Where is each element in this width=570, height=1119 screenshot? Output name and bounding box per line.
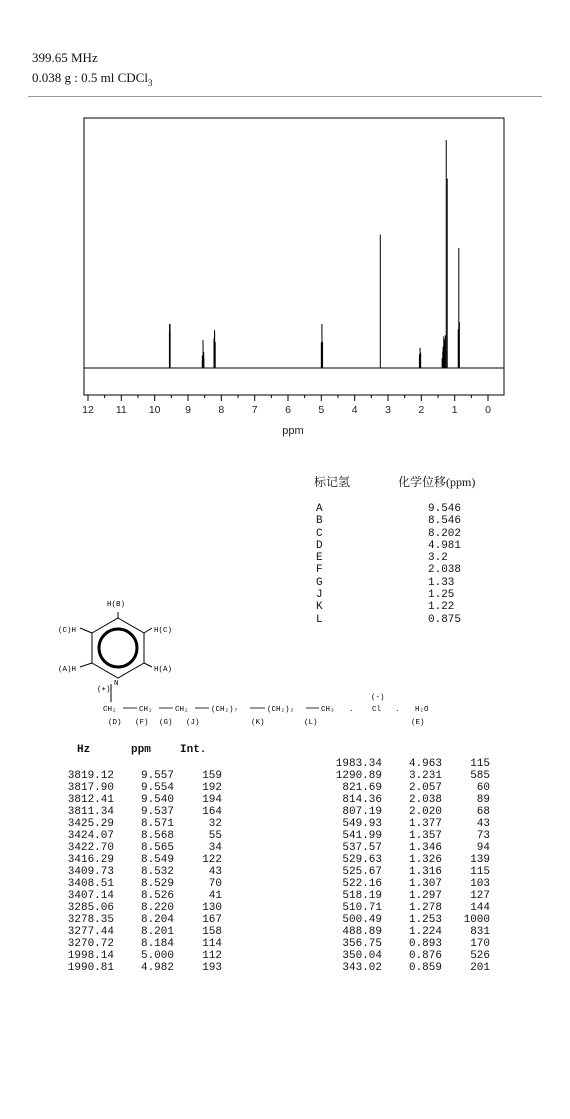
peak-hz: 3817.90 (67, 782, 114, 794)
peak-hz: 3422.70 (67, 842, 114, 854)
peak-row (58, 866, 222, 878)
peak-int: 68 (476, 806, 490, 818)
peak-hz: 3811.34 (67, 806, 114, 818)
peak-ppm: 8.204 (140, 914, 174, 926)
peak-hz: 510.71 (342, 902, 382, 914)
peak-hz: 343.02 (342, 962, 382, 974)
peak-int: 41 (208, 890, 222, 902)
peak-row (58, 794, 222, 806)
peak-int: 73 (476, 830, 490, 842)
chain-label-j: (J) (186, 719, 200, 727)
assignment-shift: 2.038 (428, 564, 462, 577)
peak-row (326, 758, 490, 770)
peak-row (326, 962, 490, 974)
peak-ppm: 8.571 (140, 818, 174, 830)
assignment-header-label: 标记氢 (314, 475, 351, 489)
peak-hz: 1983.34 (335, 758, 382, 770)
assignment-shift: 9.546 (428, 503, 462, 515)
peak-hz: 518.19 (342, 890, 382, 902)
peak-ppm: 1.326 (408, 854, 442, 866)
peak-ppm: 8.529 (140, 878, 174, 890)
peak-row (58, 830, 222, 842)
x-tick-label: 11 (115, 404, 127, 416)
peak-hz: 522.16 (342, 878, 382, 890)
peak-int: 192 (202, 782, 222, 794)
h-b-label: H(B) (107, 601, 126, 609)
assignment-label: K (316, 601, 323, 614)
peak-hz: 529.63 (342, 854, 382, 866)
x-tick-label: 3 (385, 404, 391, 416)
peak-ppm: 8.565 (140, 842, 174, 854)
plot-frame (84, 118, 504, 395)
chain-ch2-f: CH₂ (139, 706, 153, 714)
peak-row (58, 926, 222, 938)
chain-label-e: (E) (411, 719, 425, 727)
peak-row (58, 902, 222, 914)
peak-row (58, 818, 222, 830)
peak-row (326, 794, 490, 806)
chain-dot-1: . (349, 706, 354, 714)
peak-row (326, 950, 490, 962)
peak-ppm: 4.982 (140, 962, 174, 974)
peak-row (326, 854, 490, 866)
peak-ppm: 2.057 (408, 782, 442, 794)
peak-hz: 525.67 (342, 866, 382, 878)
peak-int: 43 (208, 866, 222, 878)
peak-ppm: 1.307 (408, 878, 442, 890)
chain-label-l: (L) (304, 719, 318, 727)
peak-int: 159 (202, 770, 222, 782)
peak-ppm: 1.297 (408, 890, 442, 902)
peak-hz: 1998.14 (67, 950, 114, 962)
chain-label-k: (K) (251, 719, 265, 727)
peak-int: 193 (202, 962, 222, 974)
peak-int: 115 (470, 866, 490, 878)
peak-hz: 807.19 (342, 806, 382, 818)
chain-chloride: Cl (372, 706, 382, 714)
x-axis-ticks (82, 395, 491, 416)
peak-row (58, 770, 222, 782)
assignment-shift: 3.2 (428, 552, 448, 565)
chain-water: H₂O (415, 706, 429, 714)
charge-minus-label: (-) (371, 694, 385, 702)
x-tick-label: 9 (185, 404, 191, 416)
peak-ppm: 2.020 (408, 806, 442, 818)
peak-row (58, 914, 222, 926)
frequency-label: 399.65 MHz (32, 50, 98, 65)
peak-int: 122 (202, 854, 222, 866)
peak-ppm: 0.876 (408, 950, 442, 962)
peak-int: 130 (202, 902, 222, 914)
assignment-labels (316, 503, 323, 626)
assignment-label: J (316, 589, 323, 602)
x-tick-label: 6 (285, 404, 291, 416)
peak-int: 89 (476, 794, 490, 806)
h-a-right-label: H(A) (154, 666, 173, 674)
assignment-shift: 1.22 (428, 601, 455, 614)
peak-hz: 1290.89 (335, 770, 382, 782)
peak-int: 158 (202, 926, 222, 938)
h-c-left-label: (C)H (58, 627, 77, 635)
assignment-label: C (316, 527, 323, 540)
assignment-label: B (316, 515, 323, 528)
chain-label-f: (F) (135, 719, 149, 727)
chain-ch2-d: CH₂ (103, 706, 117, 714)
peak-hz: 3277.44 (67, 926, 114, 938)
peak-hz: 3416.29 (67, 854, 114, 866)
assignment-shifts (428, 503, 461, 626)
peak-hz: 356.75 (342, 938, 382, 950)
peak-ppm: 8.568 (140, 830, 174, 842)
peak-row (58, 962, 222, 974)
peak-row (58, 806, 222, 818)
charge-plus-label: (+) (97, 686, 111, 694)
assignment-shift: 1.25 (428, 589, 455, 602)
x-axis-label: ppm (282, 425, 304, 437)
peak-row (326, 926, 490, 938)
nitrogen-label: N (114, 680, 119, 688)
assignment-label: G (316, 576, 323, 589)
peak-table-right (326, 758, 490, 974)
assignment-shift: 4.981 (428, 539, 462, 552)
peak-row (326, 890, 490, 902)
peak-ppm: 8.184 (140, 938, 174, 950)
peak-hz: 3278.35 (67, 914, 114, 926)
peak-hz: 3285.06 (67, 902, 114, 914)
peak-hz: 541.99 (342, 830, 382, 842)
peak-row (326, 830, 490, 842)
peak-int: 139 (470, 854, 490, 866)
sample-subscript: 3 (147, 78, 153, 88)
peak-ppm: 1.346 (408, 842, 442, 854)
assignment-label: D (316, 539, 323, 552)
peak-hz: 3407.14 (67, 890, 114, 902)
peak-ppm: 5.000 (140, 950, 174, 962)
peak-row (326, 818, 490, 830)
h-c-right-label: H(C) (154, 627, 173, 635)
peak-header-ppm: ppm (131, 744, 151, 756)
peak-ppm: 1.357 (408, 830, 442, 842)
peak-row (58, 854, 222, 866)
assignment-label: E (316, 552, 323, 565)
assignment-shift: 8.546 (428, 515, 462, 528)
peak-int: 526 (470, 950, 490, 962)
peak-int: 43 (476, 818, 490, 830)
assignment-header-shift: 化学位移(ppm) (398, 475, 476, 489)
peak-row (326, 878, 490, 890)
peak-hz: 821.69 (342, 782, 382, 794)
peak-int: 94 (476, 842, 490, 854)
peak-row (326, 806, 490, 818)
peak-hz: 3409.73 (67, 866, 114, 878)
peak-int: 60 (476, 782, 490, 794)
peak-ppm: 9.554 (140, 782, 174, 794)
assignment-shift: 1.33 (428, 576, 455, 589)
assignment-shift: 8.202 (428, 527, 462, 540)
chain-ch3-l: CH₃ (321, 706, 335, 714)
peak-ppm: 8.201 (140, 926, 174, 938)
peak-row (326, 938, 490, 950)
peak-ppm: 9.537 (140, 806, 174, 818)
chain-label-g: (G) (159, 719, 173, 727)
peak-int: 144 (470, 902, 490, 914)
assignment-label: A (316, 503, 323, 515)
peak-hz: 3425.29 (67, 818, 114, 830)
peak-int: 55 (208, 830, 222, 842)
peak-int: 167 (202, 914, 222, 926)
peak-header-int: Int. (180, 744, 207, 756)
peak-int: 194 (202, 794, 222, 806)
peak-ppm: 8.220 (140, 902, 174, 914)
peak-header-hz: Hz (77, 744, 91, 756)
peak-row (58, 950, 222, 962)
peak-row (58, 890, 222, 902)
peak-row (58, 842, 222, 854)
x-tick-label: 12 (82, 404, 94, 416)
peaks-layer (169, 140, 459, 368)
peak-ppm: 1.278 (408, 902, 442, 914)
peak-row (58, 878, 222, 890)
peak-ppm: 8.532 (140, 866, 174, 878)
peak-int: 585 (470, 770, 490, 782)
peak-row (326, 914, 490, 926)
peak-hz: 1990.81 (67, 962, 114, 974)
peak-hz: 3270.72 (67, 938, 114, 950)
peak-int: 170 (470, 938, 490, 950)
nmr-spectrum-chart (0, 0, 570, 440)
chain-dot-2: . (395, 706, 400, 714)
peak-int: 831 (470, 926, 490, 938)
peak-ppm: 1.224 (408, 926, 442, 938)
peak-hz: 814.36 (342, 794, 382, 806)
peak-ppm: 1.377 (408, 818, 442, 830)
assignment-shift: 0.875 (428, 613, 462, 626)
peak-ppm: 0.859 (408, 962, 442, 974)
peak-int: 34 (208, 842, 222, 854)
peak-ppm: 0.893 (408, 938, 442, 950)
pyridinium-ring (80, 612, 152, 702)
peak-row (326, 782, 490, 794)
x-tick-label: 10 (148, 404, 161, 416)
peak-ppm: 3.231 (408, 770, 442, 782)
peak-row (58, 938, 222, 950)
x-tick-label: 2 (418, 404, 425, 416)
peak-row (326, 842, 490, 854)
peak-hz: 3812.41 (67, 794, 114, 806)
peak-hz: 500.49 (342, 914, 382, 926)
x-tick-label: 8 (218, 404, 225, 416)
chain-ch2-g: CH₂ (175, 706, 189, 714)
peak-row (326, 866, 490, 878)
peak-hz: 549.93 (342, 818, 382, 830)
peak-ppm: 4.963 (408, 758, 442, 770)
peak-int: 112 (202, 950, 222, 962)
peak-int: 70 (208, 878, 222, 890)
peak-int: 114 (202, 938, 222, 950)
peak-ppm: 2.038 (408, 794, 442, 806)
peak-int: 115 (470, 758, 490, 770)
peak-int: 1000 (463, 914, 490, 926)
peak-int: 164 (202, 806, 222, 818)
chain-ch2-7-j: (CH₂)₇ (211, 706, 239, 714)
chain-label-d: (D) (108, 719, 122, 727)
x-tick-label: 7 (251, 404, 258, 416)
peak-ppm: 8.549 (140, 854, 174, 866)
peak-ppm: 9.540 (140, 794, 174, 806)
peak-row (326, 902, 490, 914)
h-a-left-label: (A)H (58, 666, 77, 674)
peak-int: 32 (208, 818, 222, 830)
x-tick-label: 4 (351, 404, 358, 416)
assignment-label: F (316, 564, 323, 577)
peak-ppm: 8.526 (140, 890, 174, 902)
peak-hz: 488.89 (342, 926, 382, 938)
peak-hz: 537.57 (342, 842, 382, 854)
peak-int: 103 (470, 878, 490, 890)
sample-prefix: 0.038 g : 0.5 ml CDCl (32, 70, 148, 85)
peak-hz: 3819.12 (67, 770, 114, 782)
peak-hz: 3408.51 (67, 878, 114, 890)
x-tick-label: 1 (451, 404, 458, 416)
peak-row (58, 782, 222, 794)
x-tick-label: 0 (485, 404, 491, 416)
peak-int: 127 (470, 890, 490, 902)
peak-ppm: 1.316 (408, 866, 442, 878)
peak-int: 201 (470, 962, 490, 974)
peak-ppm: 9.557 (140, 770, 174, 782)
chain-ch2-3-k: (CH₂)₃ (267, 706, 295, 714)
peak-table-left (58, 770, 222, 974)
assignment-label: L (316, 613, 323, 626)
peak-row (326, 770, 490, 782)
peak-ppm: 1.253 (408, 914, 442, 926)
peak-hz: 350.04 (342, 950, 382, 962)
x-tick-label: 5 (318, 404, 325, 416)
peak-hz: 3424.07 (67, 830, 114, 842)
